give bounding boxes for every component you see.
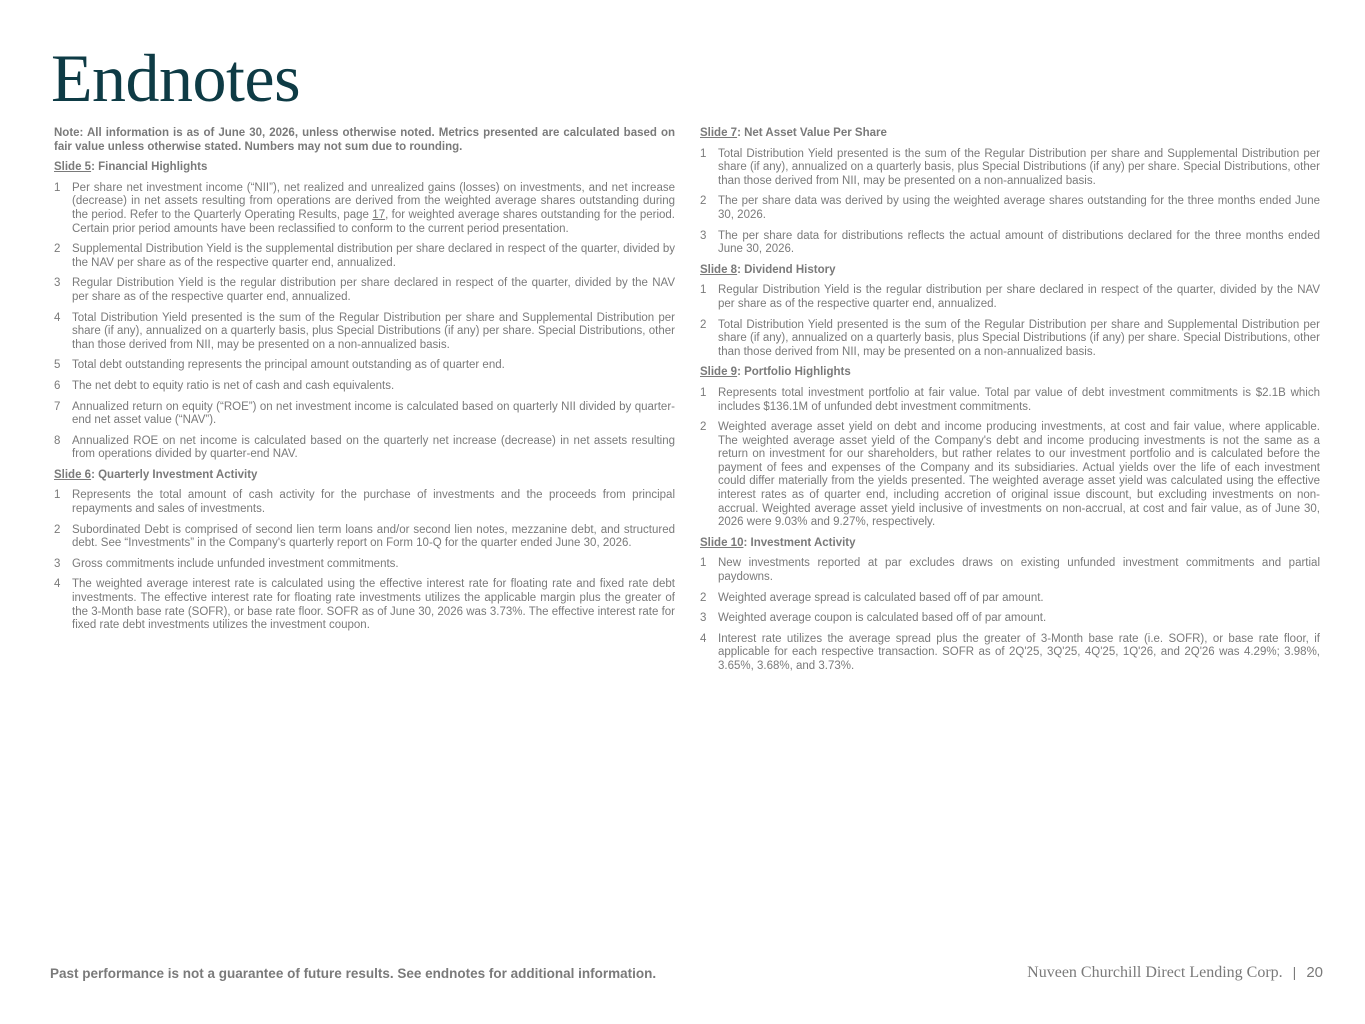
endnote-number: 8 <box>54 434 61 447</box>
endnote-item <box>54 359 675 373</box>
endnote-item <box>54 524 675 551</box>
endnote-text: The per share data was derived by using the weighted average shares outstanding for the three months ended June 30, 2026. <box>718 195 1320 221</box>
endnote-number: 4 <box>54 578 61 591</box>
endnote-text: Total Distribution Yield presented is the sum of the Regular Distribution per share and Supplemental Distribution per share (if any), annualized on a quarterly basis, plus Special Distributions (if any) per share. Special Distributions, other than those derived from NII, may be presented on a non-annualized basis. <box>718 147 1320 187</box>
slide-link[interactable]: Slide 5 <box>54 161 92 174</box>
section-title: : Investment Activity <box>743 536 856 549</box>
endnote-text: Annualized return on equity (“ROE”) on net investment income is calculated based on quarterly NII divided by quarter-end net asset value (“NAV”). <box>72 400 675 427</box>
endnote-text: Weighted average asset yield on debt and income producing investments, at cost and fair value, where applicable. The weighted average asset yield of the Company's debt and income producing investments is not the same as a return on investment for our shareholders, but rather relates to our investment portfolio and is calculated before the payment of fees and expenses of the Company and its subsidiaries. Actual yields over the life of each investment could differ materially from the yields presented. The weighted average asset yield was calculated using the effective interest rates as of quarter end, including accretion of original issue discount, but excluding investments on non-accrual. Weighted average asset yield inclusive of investments on non-accrual, at cost and fair value, as of June 30, 2026 were 9.03% and 9.27%, respectively. <box>718 421 1320 529</box>
endnote-number: 1 <box>700 147 707 160</box>
page-title: Endnotes <box>51 40 301 116</box>
endnote-number: 5 <box>54 359 61 372</box>
endnote-text: Supplemental Distribution Yield is the supplemental distribution per share declared in respect of the quarter, divided by the NAV per share as of the respective quarter end, annualized. <box>72 243 675 269</box>
section-title: : Financial Highlights <box>91 161 208 174</box>
endnote-number: 2 <box>54 243 61 256</box>
endnote-number: 7 <box>54 400 61 413</box>
endnote-item <box>700 633 1320 674</box>
section-heading-slide-8 <box>700 264 1320 278</box>
slide-link[interactable]: Slide 6 <box>54 468 92 481</box>
endnote-item <box>54 277 675 304</box>
footer-separator: | <box>1292 964 1297 980</box>
endnotes-left-column <box>54 127 675 640</box>
endnote-item <box>700 387 1320 414</box>
endnote-list <box>700 557 1320 673</box>
endnote-text: The weighted average interest rate is calculated using the effective interest rate for floating rate and fixed rate debt investments. The effective interest rate for floating rate investments utilizes the applicable margin plus the greater of the 3-Month base rate (SOFR), or base rate floor. SOFR as of June 30, 2026 was 3.73%. The effective interest rate for fixed rate debt investments utilizes the investment coupon. <box>72 578 675 632</box>
endnote-number: 1 <box>700 284 707 297</box>
endnote-text: Total Distribution Yield presented is the sum of the Regular Distribution per share and Supplemental Distribution per share (if any), annualized on a quarterly basis, plus Special Distributions (if any) per share. Special Distributions, other than those derived from NII, may be presented on a non-annualized basis. <box>72 311 675 351</box>
endnote-number: 2 <box>700 421 707 434</box>
endnote-number: 2 <box>54 523 61 536</box>
endnote-text: The net debt to equity ratio is net of cash and cash equivalents. <box>72 379 395 392</box>
endnote-item <box>700 421 1320 530</box>
slide-link[interactable]: Slide 7 <box>700 127 738 139</box>
endnote-item <box>700 284 1320 311</box>
endnote-item <box>54 380 675 394</box>
endnote-list <box>700 387 1320 530</box>
endnote-number: 1 <box>700 386 707 399</box>
page-link[interactable]: 17 <box>372 208 386 221</box>
company-name: Nuveen Churchill Direct Lending Corp. <box>1027 964 1283 981</box>
page-number: 20 <box>1306 964 1323 981</box>
endnote-item <box>54 312 675 353</box>
section-heading-slide-10 <box>700 537 1320 551</box>
endnote-text: Represents total investment portfolio at fair value. Total par value of debt investment commitments is $2.1B which includes $136.1M of unfunded debt investment commitments. <box>718 386 1320 413</box>
section-title: : Portfolio Highlights <box>737 366 851 379</box>
endnote-number: 2 <box>700 318 707 331</box>
endnote-text: Regular Distribution Yield is the regular distribution per share declared in respect of the quarter, divided by the NAV per share as of the respective quarter end, annualized. <box>72 277 675 303</box>
endnote-text: Total debt outstanding represents the principal amount outstanding as of quarter end. <box>72 359 505 372</box>
footer-disclaimer: Past performance is not a guarantee of future results. See endnotes for additional information. <box>50 966 657 981</box>
endnote-item <box>700 319 1320 360</box>
endnote-item <box>700 612 1320 626</box>
endnote-number: 1 <box>54 489 61 502</box>
endnote-number: 3 <box>54 557 61 570</box>
endnote-number: 1 <box>700 557 707 570</box>
endnote-list <box>700 284 1320 359</box>
endnote-text: Per share net investment income (“NII”), net realized and unrealized gains (losses) on investments, and net increase (decrease) in net assets resulting from operations are derived from the weighted average shares outstanding during the period. Refer to the Quarterly Operating Results, page 17, for weighted average shares outstanding for the period. Certain prior period amounts have been reclassified to conform to the current period presentation. <box>72 181 675 235</box>
endnote-list <box>54 182 675 462</box>
slide-link[interactable]: Slide 9 <box>700 366 738 379</box>
endnote-item <box>700 230 1320 257</box>
endnote-text: Interest rate utilizes the average spread plus the greater of 3-Month base rate (i.e. SOFR), or base rate floor, if applicable for each respective transaction. SOFR as of 2Q'25, 3Q'25, 4Q'25, 1Q'26, and 2Q'26 was 4.29%; 3.98%, 3.65%, 3.68%, and 3.73%. <box>718 632 1320 672</box>
general-note: Note: All information is as of June 30, 2026, unless otherwise noted. Metrics presented are calculated based on fair value unless otherwise stated. Numbers may not sum due to rounding. <box>54 127 675 153</box>
section-title: : Dividend History <box>737 263 836 276</box>
endnote-text: Represents the total amount of cash activity for the purchase of investments and the proceeds from principal repayments and sales of investments. <box>72 489 675 516</box>
endnote-list <box>700 148 1320 257</box>
endnote-text: Annualized ROE on net income is calculated based on the quarterly net increase (decrease) in net assets resulting from operations divided by quarter-end NAV. <box>72 434 675 461</box>
section-heading-slide-7 <box>700 127 1320 141</box>
endnote-number: 3 <box>700 229 707 242</box>
section-title: : Net Asset Value Per Share <box>737 127 887 139</box>
endnote-text: Weighted average coupon is calculated based off of par amount. <box>718 612 1047 625</box>
endnote-item <box>700 195 1320 222</box>
endnote-text: Weighted average spread is calculated based off of par amount. <box>718 591 1044 604</box>
endnote-number: 4 <box>700 632 707 645</box>
endnote-number: 3 <box>54 277 61 290</box>
endnote-item <box>54 489 675 516</box>
endnote-number: 2 <box>700 591 707 604</box>
endnote-number: 3 <box>700 612 707 625</box>
endnote-number: 2 <box>700 195 707 208</box>
section-heading-slide-9 <box>700 366 1320 380</box>
slide-link[interactable]: Slide 10 <box>700 536 744 549</box>
endnote-text: Regular Distribution Yield is the regular distribution per share declared in respect of the quarter, divided by the NAV per share as of the respective quarter end, annualized. <box>718 284 1320 310</box>
endnote-text: Gross commitments include unfunded investment commitments. <box>72 557 399 570</box>
endnote-item <box>700 557 1320 584</box>
endnote-item <box>54 401 675 428</box>
section-heading-slide-5 <box>54 161 675 175</box>
endnote-text: The per share data for distributions reflects the actual amount of distributions declared for the three months ended June 30, 2026. <box>718 229 1320 256</box>
endnote-item <box>54 182 675 236</box>
endnote-item <box>54 558 675 572</box>
endnote-number: 1 <box>54 181 61 194</box>
endnote-item <box>54 578 675 632</box>
footer-company-page <box>1027 964 1323 982</box>
endnote-text: Subordinated Debt is comprised of second lien term loans and/or second lien notes, mezzanine debt, and structured debt. See “Investments” in the Company's quarterly report on Form 10-Q for the quarter ended June 30, 2026. <box>72 523 675 550</box>
section-title: : Quarterly Investment Activity <box>91 468 258 481</box>
slide-link[interactable]: Slide 8 <box>700 263 738 276</box>
endnote-item <box>700 148 1320 189</box>
endnote-list <box>54 489 675 632</box>
endnote-item <box>54 435 675 462</box>
endnote-item <box>54 243 675 270</box>
endnote-text: New investments reported at par excludes draws on existing unfunded investment commitments and partial paydowns. <box>718 557 1320 584</box>
section-heading-slide-6 <box>54 469 675 483</box>
endnotes-right-column <box>700 127 1320 681</box>
endnote-text: Total Distribution Yield presented is the sum of the Regular Distribution per share and Supplemental Distribution per share (if any), annualized on a quarterly basis, plus Special Distributions (if any) per share. Special Distributions, other than those derived from NII, may be presented on a non-annualized basis. <box>718 318 1320 358</box>
endnote-item <box>700 592 1320 606</box>
endnote-number: 4 <box>54 311 61 324</box>
endnote-number: 6 <box>54 379 61 392</box>
